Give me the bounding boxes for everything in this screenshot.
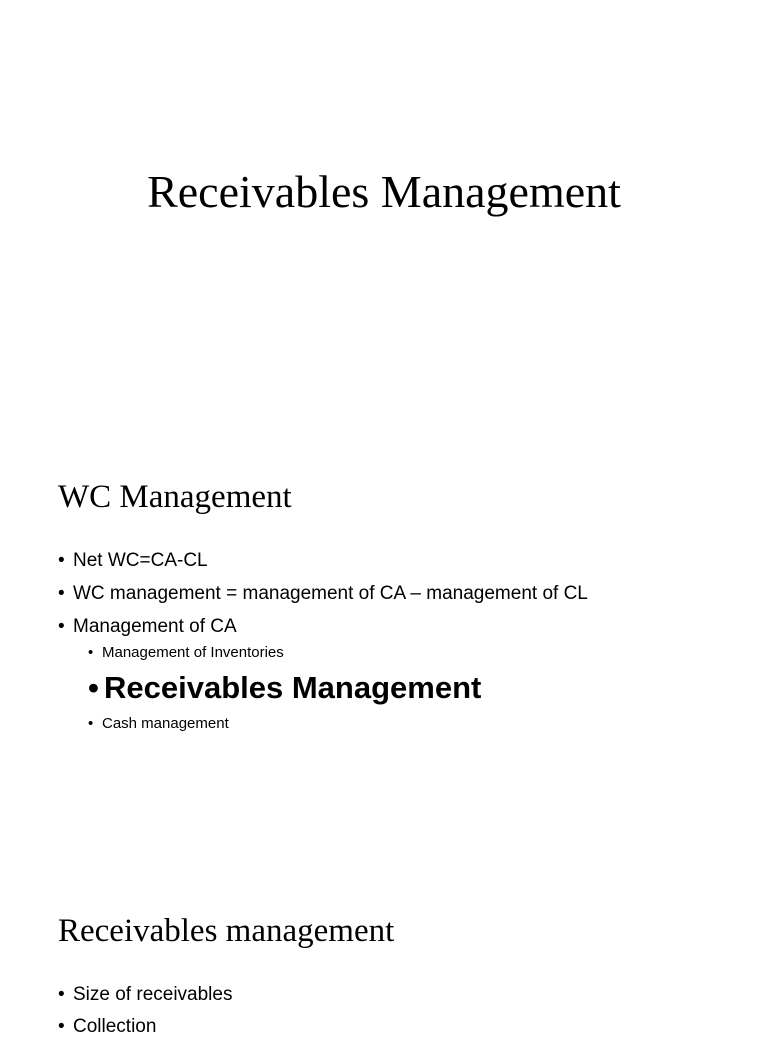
sub-list-item bbox=[88, 644, 284, 662]
bullet-text: Management of Inventories bbox=[102, 644, 284, 661]
bullet-text: WC management = management of CA – management of CL bbox=[73, 583, 588, 604]
bullet-icon: • bbox=[88, 715, 94, 732]
bullet-text: Management of CA bbox=[73, 616, 237, 637]
sub-list-item-highlighted bbox=[88, 670, 481, 706]
bullet-text: Collection bbox=[73, 1016, 157, 1037]
bullet-icon: • bbox=[58, 984, 65, 1005]
bullet-text: Cash management bbox=[102, 715, 229, 732]
bullet-text: Size of receivables bbox=[73, 984, 233, 1005]
slide-title-text: Receivables Management bbox=[147, 166, 621, 217]
sub-list-item bbox=[88, 715, 229, 733]
bullet-text: Net WC=CA-CL bbox=[73, 550, 208, 571]
bullet-icon: • bbox=[88, 644, 94, 661]
slide-wc-management bbox=[0, 432, 768, 864]
bullet-icon: • bbox=[58, 1016, 65, 1037]
slide-heading: WC Management bbox=[58, 479, 292, 515]
bullet-icon: • bbox=[58, 616, 65, 637]
list-item bbox=[58, 550, 208, 572]
slide-heading: Receivables management bbox=[58, 913, 395, 949]
bullet-text: Receivables Management bbox=[104, 670, 482, 705]
list-item bbox=[58, 583, 588, 605]
list-item bbox=[58, 1016, 156, 1038]
slide-title bbox=[0, 0, 768, 432]
bullet-icon: • bbox=[58, 583, 65, 604]
list-item bbox=[58, 984, 232, 1006]
list-item bbox=[58, 616, 237, 638]
bullet-icon: • bbox=[88, 670, 99, 705]
slide-receivables-management bbox=[0, 864, 768, 1037]
bullet-icon: • bbox=[58, 550, 65, 571]
